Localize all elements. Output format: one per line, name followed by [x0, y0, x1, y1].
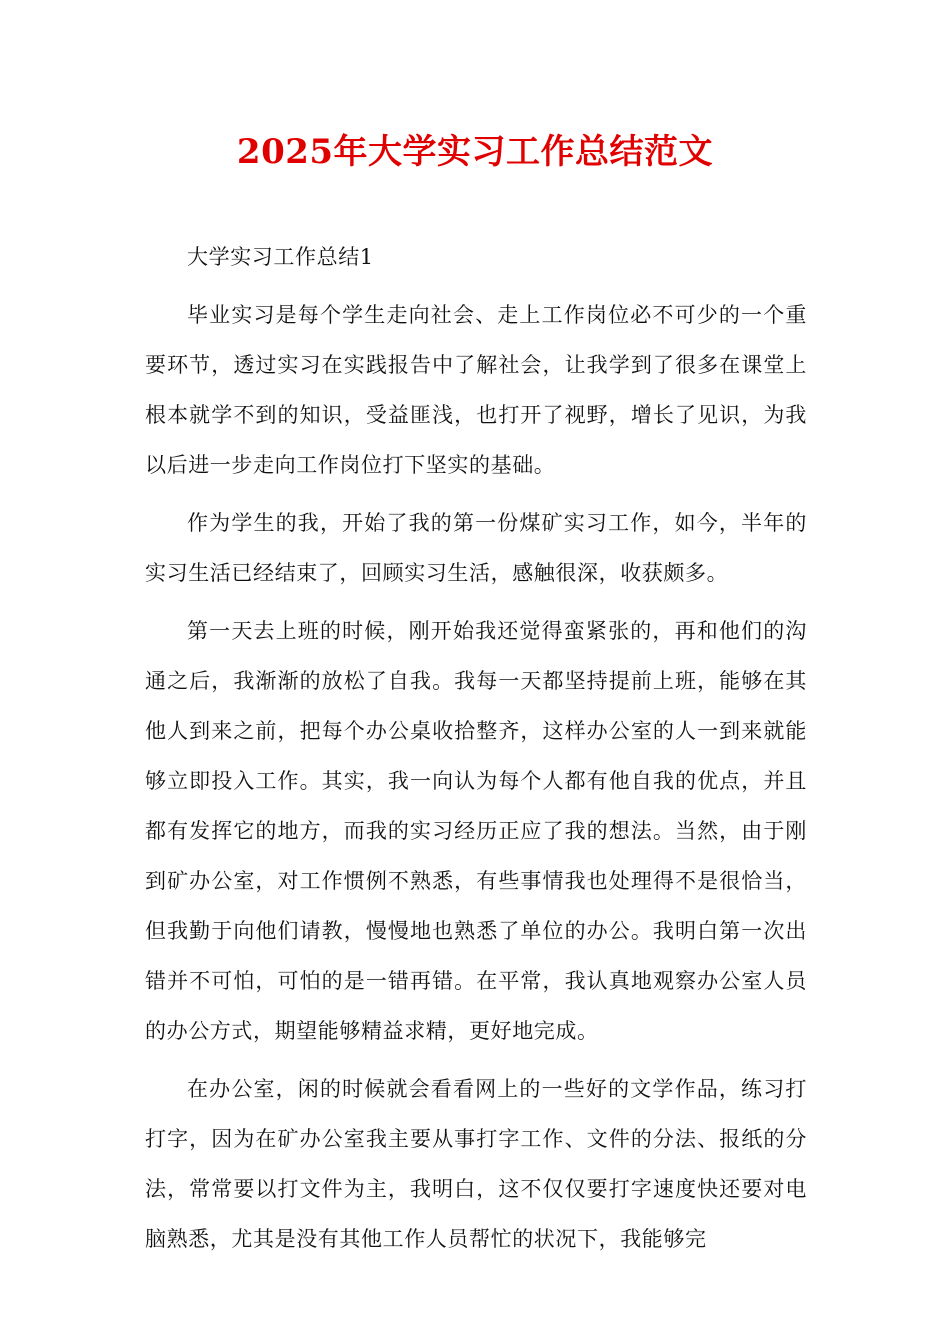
body-paragraph: 第一天去上班的时候，刚开始我还觉得蛮紧张的，再和他们的沟通之后，我渐渐的放松了自我。我每一天都坚持提前上班，能够在其他人到来之前，把每个办公桌收拾整齐，这样办公室的人一到来就能够立即投入工作。其实，我一向认为每个人都有他自我的优点，并且都有发挥它的地方，而我的实习经历正应了我的想法。当然，由于刚到矿办公室，对工作惯例不熟悉，有些事情我也处理得不是很恰当，但我勤于向他们请教，慢慢地也熟悉了单位的办公。我明白第一次出错并不可怕，可怕的是一错再错。在平常，我认真地观察办公室人员的办公方式，期望能够精益求精，更好地完成。 — [145, 619, 807, 1043]
body-paragraph: 毕业实习是每个学生走向社会、走上工作岗位必不可少的一个重要环节，透过实习在实践报告中了解社会，让我学到了很多在课堂上根本就学不到的知识，受益匪浅，也打开了视野，增长了见识，为我以后进一步走向工作岗位打下坚实的基础。 — [145, 303, 807, 477]
document-title: 2025年大学实习工作总结范文 — [236, 132, 714, 172]
body-paragraph: 在办公室，闲的时候就会看看网上的一些好的文学作品，练习打打字，因为在矿办公室我主要从事打字工作、文件的分法、报纸的分法，常常要以打文件为主，我明白，这不仅仅要打字速度快还要对电脑熟悉，尤其是没有其他工作人员帮忙的状况下，我能够完 — [145, 1077, 807, 1251]
document-body — [145, 232, 807, 1264]
body-paragraph: 作为学生的我，开始了我的第一份煤矿实习工作，如今，半年的实习生活已经结束了，回顾实习生活，感触很深，收获颇多。 — [145, 511, 807, 585]
section-heading: 大学实习工作总结1 — [187, 245, 374, 269]
